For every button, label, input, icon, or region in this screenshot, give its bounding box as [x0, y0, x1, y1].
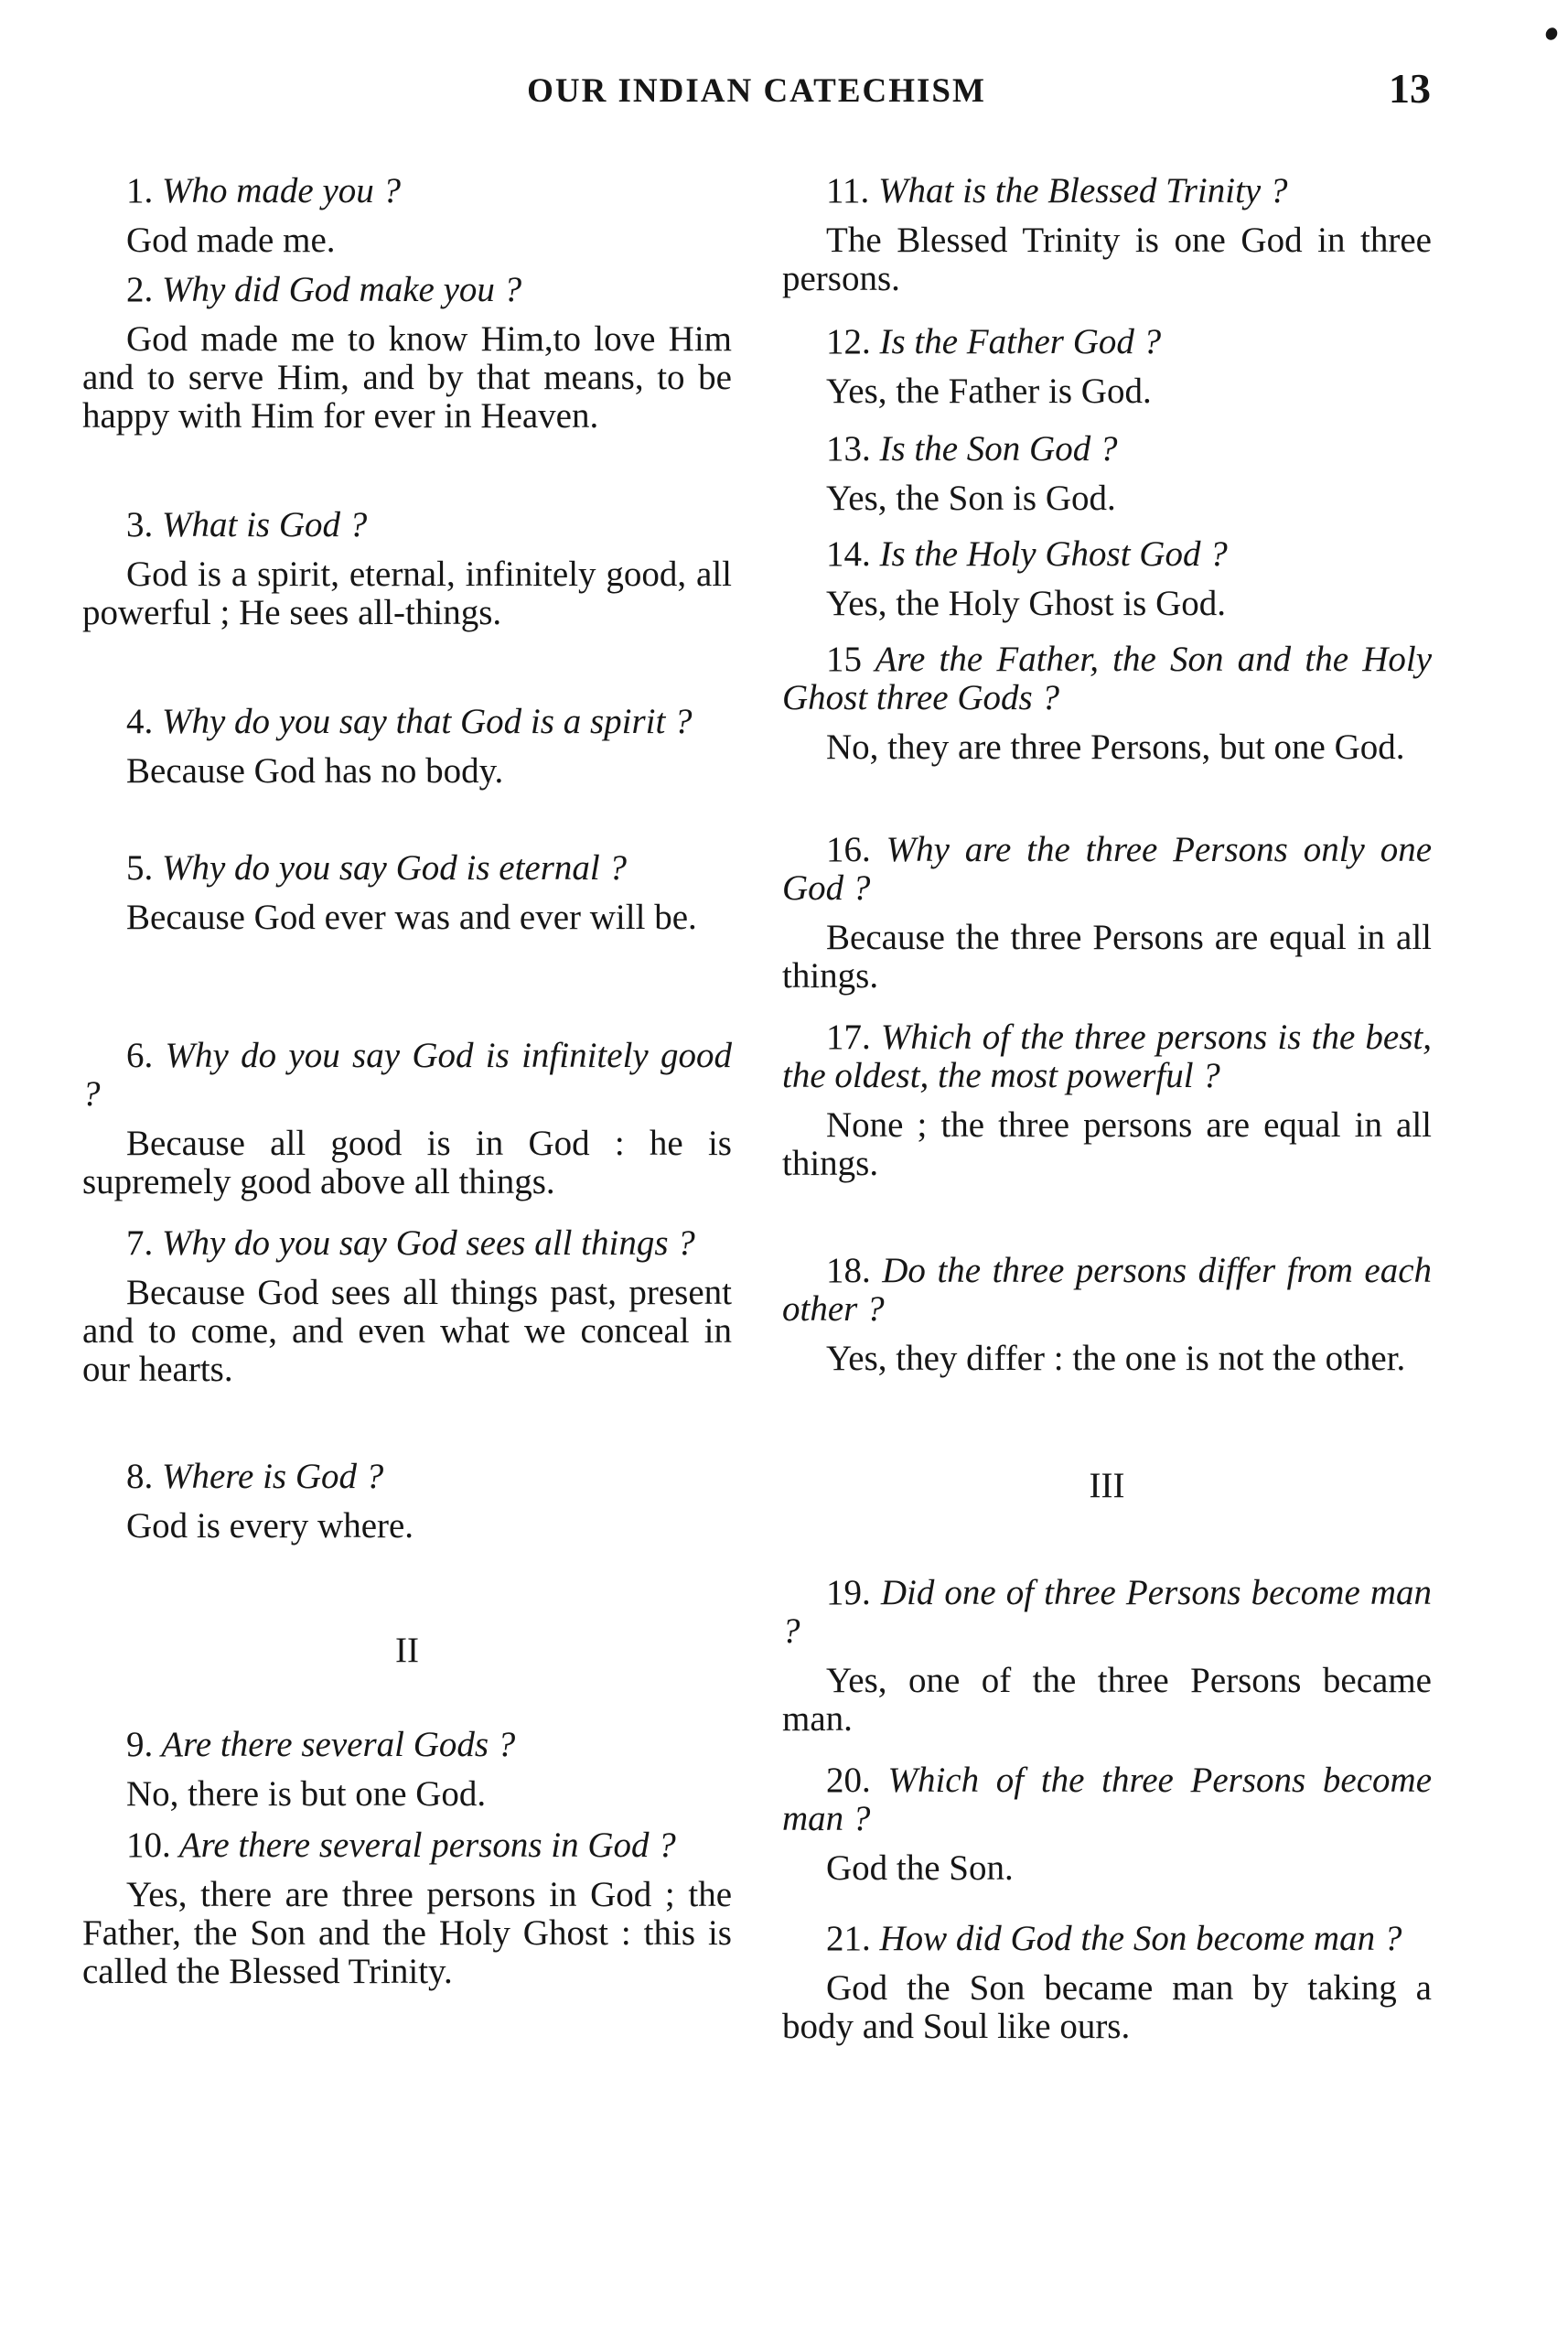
page-header [82, 65, 1431, 126]
catechism-item-14 [782, 535, 1432, 623]
question-number: 2. [126, 270, 154, 309]
question-number: 19. [826, 1573, 871, 1612]
answer: Yes, the Holy Ghost is God. [826, 584, 1226, 623]
question [782, 1920, 1432, 1958]
page-number: 13 [1389, 65, 1431, 112]
question-text: How did God the Son become man ? [879, 1919, 1402, 1958]
catechism-item-3 [82, 506, 732, 632]
question [82, 1037, 732, 1114]
question-number: 18. [826, 1251, 871, 1290]
question-number: 6. [126, 1036, 154, 1075]
question [782, 1761, 1432, 1838]
question-text: Where is God ? [162, 1457, 384, 1496]
catechism-item-18 [782, 1252, 1432, 1378]
question [782, 323, 1432, 361]
catechism-item-5 [82, 849, 732, 937]
question-number: 14. [826, 534, 871, 574]
section-number: II [395, 1631, 419, 1670]
question [782, 1252, 1432, 1329]
catechism-item-12 [782, 323, 1432, 411]
question-text: Which of the three Persons become man ? [782, 1761, 1433, 1838]
question [82, 1826, 732, 1865]
catechism-item-4 [82, 703, 732, 791]
catechism-item-20 [782, 1761, 1432, 1888]
question-number: 12. [826, 322, 871, 361]
answer: Because God has no body. [126, 751, 504, 791]
running-title: OUR INDIAN CATECHISM [527, 72, 986, 110]
answer: Yes, one of the three Persons became man. [782, 1661, 1432, 1739]
catechism-item-8 [82, 1458, 732, 1546]
question [782, 1018, 1432, 1095]
question-number: 13. [826, 429, 871, 469]
question-text: What is God ? [162, 505, 368, 544]
answer: God the Son. [826, 1848, 1014, 1888]
answer: Yes, the Son is God. [826, 479, 1116, 518]
question [82, 703, 732, 741]
question [782, 1574, 1432, 1651]
section-heading-3 [782, 1467, 1432, 1505]
question [82, 1458, 732, 1496]
question-number: 20. [826, 1761, 871, 1800]
answer: Because the three Persons are equal in all things. [782, 918, 1432, 996]
question-number: 17. [826, 1018, 871, 1057]
question-text: Are there several persons in God ? [178, 1826, 676, 1865]
catechism-item-7 [82, 1224, 732, 1389]
question-text: Which of the three persons is the best, the oldest, the most powerful ? [782, 1018, 1432, 1095]
answer: Yes, they differ : the one is not the other. [826, 1339, 1406, 1378]
question [782, 535, 1432, 574]
catechism-item-1 [82, 172, 732, 260]
question-number: 7. [126, 1223, 154, 1263]
section-heading-2 [82, 1632, 732, 1670]
answer: God made me. [126, 221, 336, 260]
question-number: 8. [126, 1457, 154, 1496]
question-number: 4. [126, 702, 154, 741]
question-number: 3. [126, 505, 154, 544]
question [782, 641, 1432, 717]
catechism-item-13 [782, 430, 1432, 518]
answer: The Blessed Trinity is one God in three persons. [782, 221, 1432, 298]
question [782, 831, 1432, 908]
question-number: 1. [126, 171, 154, 210]
ink-mark [1543, 26, 1559, 42]
catechism-item-17 [782, 1018, 1432, 1183]
answer: No, there is but one God. [126, 1774, 487, 1814]
question-text: Did one of three Persons become man ? [782, 1573, 1432, 1651]
question-text: Why do you say God is infinitely good ? [82, 1036, 733, 1114]
question [782, 172, 1432, 210]
answer: God the Son became man by taking a body and Soul like ours. [782, 1968, 1432, 2046]
catechism-item-19 [782, 1574, 1432, 1739]
question-text: Are there several Gods ? [161, 1725, 516, 1764]
question-number: 21. [826, 1919, 871, 1958]
question [82, 506, 732, 544]
question-number: 9. [126, 1725, 154, 1764]
question [82, 271, 732, 309]
answer: Yes, the Father is God. [826, 372, 1152, 411]
question-text: Why are the three Persons only one God ? [782, 830, 1433, 908]
question-text: Why do you say God is eternal ? [162, 848, 627, 888]
section-number: III [1089, 1466, 1125, 1505]
catechism-item-11 [782, 172, 1432, 298]
answer: God is a spirit, eternal, infinitely good, all powerful ; He sees all-things. [82, 555, 732, 632]
question-number: 10. [126, 1826, 171, 1865]
answer: Because God ever was and ever will be. [126, 898, 697, 937]
question [82, 172, 732, 210]
question-text: Is the Holy Ghost God ? [879, 534, 1228, 574]
catechism-item-15 [782, 641, 1432, 767]
question-text: Why do you say that God is a spirit ? [162, 702, 693, 741]
answer: Because God sees all things past, present and to come, and even what we conceal in our hearts. [82, 1273, 732, 1389]
question-text: Is the Father God ? [879, 322, 1162, 361]
catechism-item-2 [82, 271, 732, 436]
catechism-item-21 [782, 1920, 1432, 2046]
answer: Yes, there are three persons in God ; the Father, the Son and the Holy Ghost : this is called the Blessed Trinity. [82, 1875, 732, 1991]
catechism-item-10 [82, 1826, 732, 1991]
catechism-item-16 [782, 831, 1432, 996]
question-text: Are the Father, the Son and the Holy Ghost three Gods ? [782, 640, 1433, 717]
question-text: Is the Son God ? [879, 429, 1118, 469]
question-text: Why did God make you ? [162, 270, 522, 309]
answer: Because all good is in God : he is supremely good above all things. [82, 1124, 732, 1201]
question-text: What is the Blessed Trinity ? [878, 171, 1288, 210]
question-number: 11. [826, 171, 870, 210]
answer: God is every where. [126, 1506, 414, 1546]
catechism-item-6 [82, 1037, 732, 1201]
question-text: Do the three persons differ from each other ? [782, 1251, 1433, 1329]
question-text: Who made you ? [162, 171, 402, 210]
question-number: 5. [126, 848, 154, 888]
question [82, 1224, 732, 1263]
answer: None ; the three persons are equal in all things. [782, 1105, 1432, 1183]
question [82, 849, 732, 888]
question-number: 16. [826, 830, 871, 869]
question-text: Why do you say God sees all things ? [162, 1223, 695, 1263]
question [782, 430, 1432, 469]
catechism-item-9 [82, 1726, 732, 1814]
question-number: 15 [826, 640, 862, 679]
answer: God made me to know Him,to love Him and to serve Him, and by that means, to be happy with Him for ever in Heaven. [82, 319, 732, 436]
answer: No, they are three Persons, but one God. [826, 727, 1405, 767]
question [82, 1726, 732, 1764]
